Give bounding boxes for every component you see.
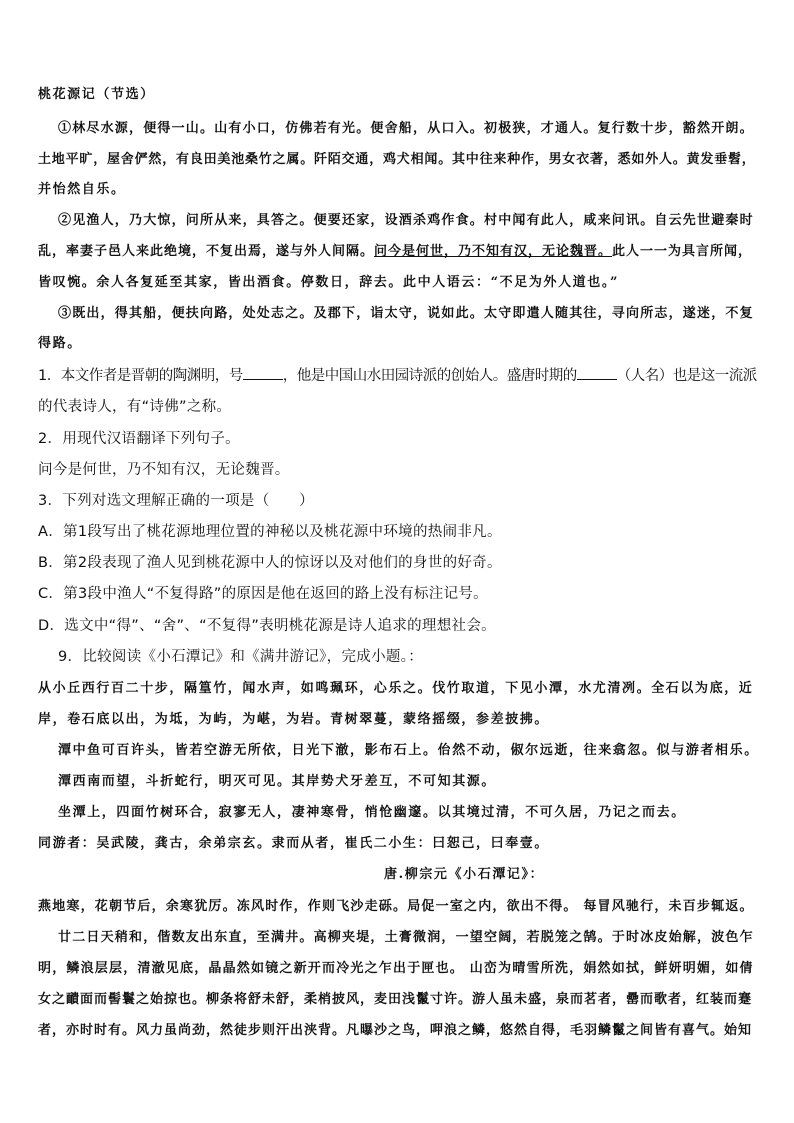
question-1	[38, 364, 757, 385]
option-d: D．选文中“得”、“舍”、“不复得”表明桃花源是诗人追求的理想社会。	[38, 618, 496, 634]
question-2: 2．用现代汉语翻译下列句子。	[38, 431, 240, 447]
text-segment: 此人一一为具言所闻，	[612, 244, 753, 259]
paragraph-line: 者，亦时时有。风力虽尚劲，然徒步则汗出浃背。凡曝沙之鸟，呷浪之鳞，悠然自得，毛羽鳞鬣之间皆有喜气。始知	[38, 1023, 753, 1038]
option-b: B．第2段表现了渔人见到桃花源中人的惊讶以及对他们的身世的好奇。	[38, 555, 502, 571]
paragraph-line	[38, 240, 752, 259]
paragraph-line: 土地平旷，屋舍俨然，有良田美池桑竹之属。阡陌交通，鸡犬相闻。其中往来种作，男女衣著，悉如外人。黄发垂髫，	[38, 152, 756, 167]
paragraph-line: 同游者：吴武陵，龚古，余弟宗玄。隶而从者，崔氏二小生：曰恕己，曰奉壹。	[38, 836, 550, 851]
paragraph-line: ①林尽水源，便得一山。山有小口，仿佛若有光。便舍船，从口入。初极狭，才通人。复行数十步，豁然开朗。	[58, 121, 754, 136]
option-a: A．第1段写出了桃花源地理位置的神秘以及桃花源中环境的热闹非凡。	[38, 524, 502, 540]
paragraph-line: 明，鳞浪层层，清澈见底，晶晶然如镜之新开而冷光之乍出于匣也。 山峦为晴雪所洗，娟然如拭，鲜妍明媚，如倩	[38, 961, 754, 976]
paragraph-line: 廿二日天稍和，偕数友出东直，至满井。高柳夹堤，土膏微润，一望空阔，若脱笼之鹄。于时冰皮始解，波色乍	[58, 930, 754, 945]
paragraph-line: ③既出，得其船，便扶向路，处处志之。及郡下，诣太守，说如此。太守即遣人随其往，寻向所志，遂迷，不复	[58, 306, 754, 321]
q1-part: 1．本文作者是晋朝的陶渊明，号	[38, 368, 243, 384]
q1-part: ，他是中国山水田园诗派的创始人。盛唐时期的	[282, 368, 577, 384]
paragraph-line: ②见渔人，乃大惊，问所从来，具答之。便要还家，设酒杀鸡作食。村中闻有此人，咸来问讯。自云先世避秦时	[58, 213, 754, 228]
paragraph-line: 女之靧面而髻鬟之始掠也。柳条将舒未舒，柔梢披风，麦田浅鬣寸许。游人虽未盛，泉而茗者，罍而歌者，红装而蹇	[38, 992, 753, 1007]
attribution: 唐.柳宗元《小石潭记》：	[384, 867, 545, 882]
answer-blank[interactable]	[577, 367, 617, 380]
q1-part: （人名）也是这一流派	[616, 368, 757, 384]
question-3: 3．下列对选文理解正确的一项是（ ）	[38, 493, 314, 509]
paragraph-line: 岸，卷石底以出，为坻，为屿，为嵁，为岩。青树翠蔓，蒙络摇缀，参差披拂。	[38, 712, 550, 727]
paragraph-line: 潭西南而望，斗折蛇行，明灭可见。其岸势犬牙差互，不可知其源。	[58, 774, 497, 789]
passage-title: 桃花源记（节选）	[38, 87, 155, 102]
question-9: 9．比较阅读《小石潭记》和《满井游记》，完成小题。：	[58, 649, 424, 665]
paragraph-line: 并怡然自乐。	[38, 182, 126, 197]
paragraph-line: 燕地寒，花朝节后，余寒犹厉。冻风时作，作则飞沙走砾。局促一室之内，欲出不得。 每冒风驰行，未百步辄返。	[38, 899, 754, 914]
text-segment: 乱，率妻子邑人来此绝境，不复出焉，遂与外人间隔。	[38, 244, 375, 259]
question-2-sentence: 问今是何世，乃不知有汉，无论魏晋。	[38, 462, 290, 478]
paragraph-line: 潭中鱼可百许头，皆若空游无所依，日光下澈，影布石上。佁然不动，俶尔远逝，往来翕忽。似与游者相乐。	[58, 743, 759, 758]
question-1-continued: 的代表诗人，有“诗佛”之称。	[38, 399, 232, 415]
answer-blank[interactable]	[243, 367, 283, 380]
paragraph-line: 得路。	[38, 336, 82, 351]
option-c: C．第3段中渔人“不复得路”的原因是他在返回的路上没有标注记号。	[38, 586, 488, 602]
paragraph-line: 皆叹惋。余人各复延至其家，皆出酒食。停数日，辞去。此中人语云：“不足为外人道也。”	[38, 275, 620, 290]
paragraph-line: 从小丘西行百二十步，隔篁竹，闻水声，如鸣珮环，心乐之。伐竹取道，下见小潭，水尤清冽。全石以为底，近	[38, 681, 754, 696]
underlined-sentence: 问今是何世，乃不知有汉，无论魏晋。	[374, 244, 613, 259]
paragraph-line: 坐潭上，四面竹树环合，寂寥无人，凄神寒骨，悄怆幽邃。以其境过清，不可久居，乃记之而去。	[58, 805, 686, 820]
